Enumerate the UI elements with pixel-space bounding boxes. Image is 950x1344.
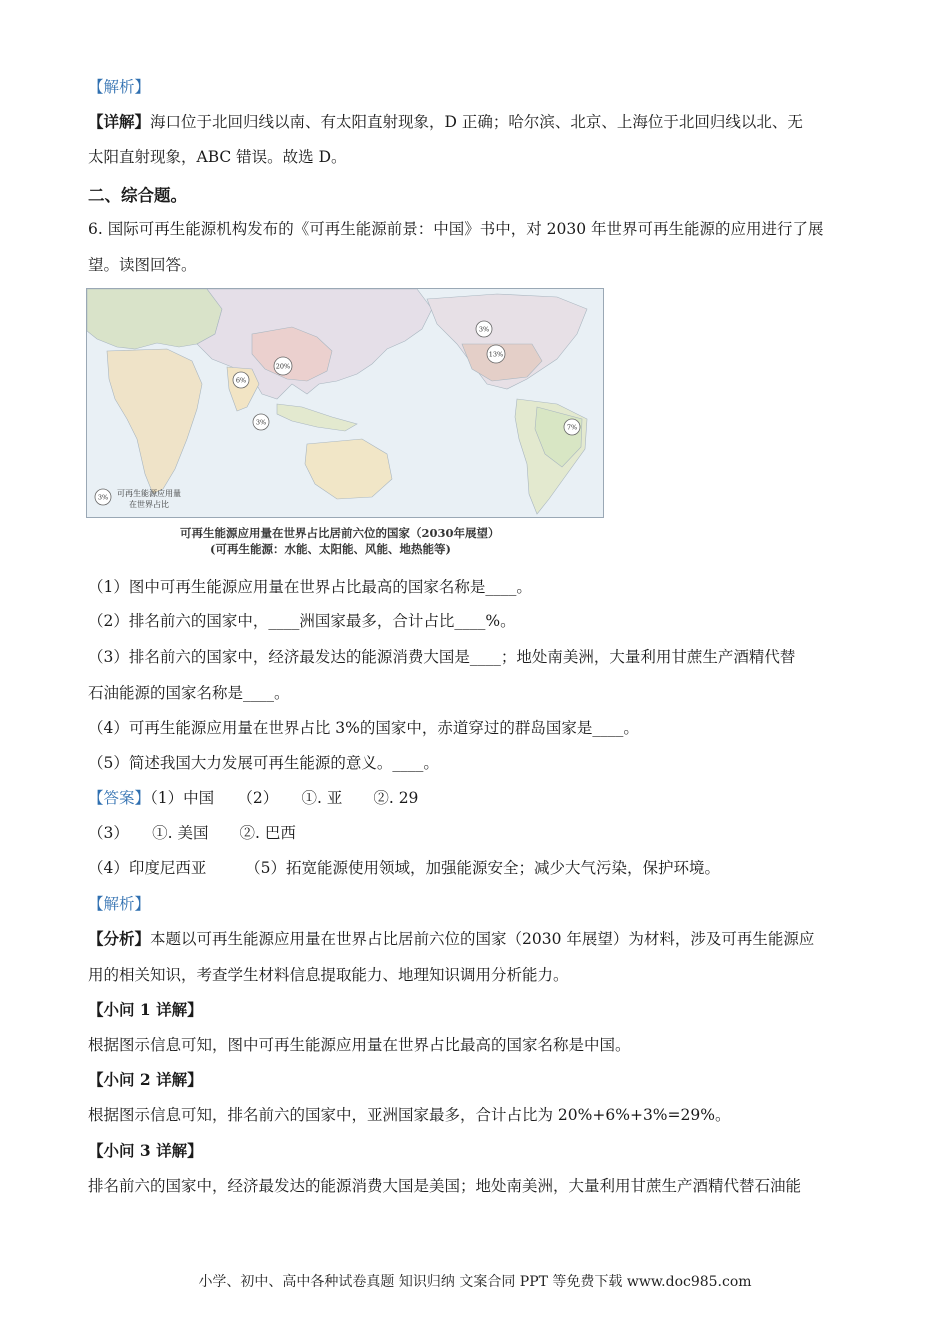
world-map	[87, 289, 603, 517]
answer-line-2: （3） ①. 美国 ②. 巴西	[88, 824, 296, 842]
analysis-fenxi-tag: 【分析】	[88, 929, 151, 948]
figure-caption-1: 可再生能源应用量在世界占比居前六位的国家（2030年展望）	[180, 526, 500, 540]
analysis-tag-2: 【解析】	[88, 895, 151, 913]
indonesia-region	[277, 404, 357, 431]
detail-tag: 【详解】	[88, 112, 151, 131]
page-footer: 小学、初中、高中各种试卷真题 知识归纳 文案合同 PPT 等免费下载 www.doc985.com	[198, 1274, 752, 1290]
subquestion-1: （1）图中可再生能源应用量在世界占比最高的国家名称是____。	[88, 578, 532, 596]
subquestion-2: （2）排名前六的国家中，____洲国家最多，合计占比____%。	[88, 612, 516, 630]
analysis-line-1	[88, 928, 814, 950]
europe-landmass	[87, 289, 222, 349]
question-line-2: 望。读图回答。	[88, 256, 197, 274]
q2-text: 根据图示信息可知，排名前六的国家中，亚洲国家最多，合计占比为 20%+6%+3%=29%。	[88, 1106, 731, 1124]
indonesia-marker	[253, 414, 269, 430]
india-value-label: 6%	[235, 376, 247, 385]
india-marker	[233, 372, 249, 388]
detail-text-1: 海口位于北回归线以南、有太阳直射现象，D 正确；哈尔滨、北京、上海位于北回归线以北、无	[150, 113, 803, 131]
q3-text: 排名前六的国家中，经济最发达的能源消费大国是美国；地处南美洲，大量利用甘蔗生产酒精代替石油能	[88, 1177, 802, 1195]
answer-line-1	[88, 787, 418, 809]
detail-line-2: 太阳直射现象，ABC 错误。故选 D。	[88, 148, 347, 166]
canada-marker	[476, 321, 492, 337]
legend-label-1: 可再生能源应用量	[117, 489, 181, 498]
usa-marker	[487, 345, 505, 363]
canada-value-label: 3%	[478, 325, 490, 334]
indonesia-value-label: 3%	[255, 418, 267, 427]
subquestion-3b: 石油能源的国家名称是____。	[88, 684, 290, 702]
china-marker	[274, 357, 292, 375]
figure-caption-2: (可再生能源：水能、太阳能、风能、地热能等)	[210, 542, 451, 556]
brazil-marker	[564, 419, 580, 435]
map-legend	[95, 488, 181, 509]
legend-value: 3%	[97, 493, 109, 502]
usa-value-label: 13%	[488, 350, 504, 359]
analysis-tag: 【解析】	[88, 78, 151, 96]
analysis-line-2: 用的相关知识，考查学生材料信息提取能力、地理知识调用分析能力。	[88, 966, 569, 984]
section-title: 二、综合题。	[88, 186, 187, 205]
legend-label-2: 在世界占比	[129, 500, 169, 509]
answer-tag: 【答案】	[88, 789, 151, 807]
answer-line-3: （4）印度尼西亚 （5）拓宽能源使用领域，加强能源安全；减少大气污染，保护环境。	[88, 859, 720, 877]
q1-tag: 【小问 1 详解】	[88, 1000, 203, 1019]
subquestion-3a: （3）排名前六的国家中，经济最发达的能源消费大国是____；地处南美洲，大量利用甘蔗生产酒精代替	[88, 648, 796, 666]
subquestion-5: （5）简述我国大力发展可再生能源的意义。____。	[88, 754, 439, 772]
australia-landmass	[305, 439, 392, 499]
q2-tag: 【小问 2 详解】	[88, 1070, 203, 1089]
q3-tag: 【小问 3 详解】	[88, 1141, 203, 1160]
answer-text-1: （1）中国 （2） ①. 亚 ②. 29	[150, 789, 419, 807]
detail-line-1	[88, 111, 803, 133]
brazil-value-label: 7%	[566, 423, 578, 432]
china-value-label: 20%	[275, 362, 291, 371]
analysis-text-1: 本题以可再生能源应用量在世界占比居前六位的国家（2030 年展望）为材料，涉及可再生能源应	[150, 930, 815, 948]
q1-text: 根据图示信息可知，图中可再生能源应用量在世界占比最高的国家名称是中国。	[88, 1036, 631, 1054]
africa-landmass	[107, 349, 202, 494]
question-line-1: 6. 国际可再生能源机构发布的《可再生能源前景：中国》书中，对 2030 年世界可再生能源的应用进行了展	[88, 220, 824, 238]
world-map-figure	[86, 288, 604, 518]
subquestion-4: （4）可再生能源应用量在世界占比 3%的国家中，赤道穿过的群岛国家是____。	[88, 719, 639, 737]
